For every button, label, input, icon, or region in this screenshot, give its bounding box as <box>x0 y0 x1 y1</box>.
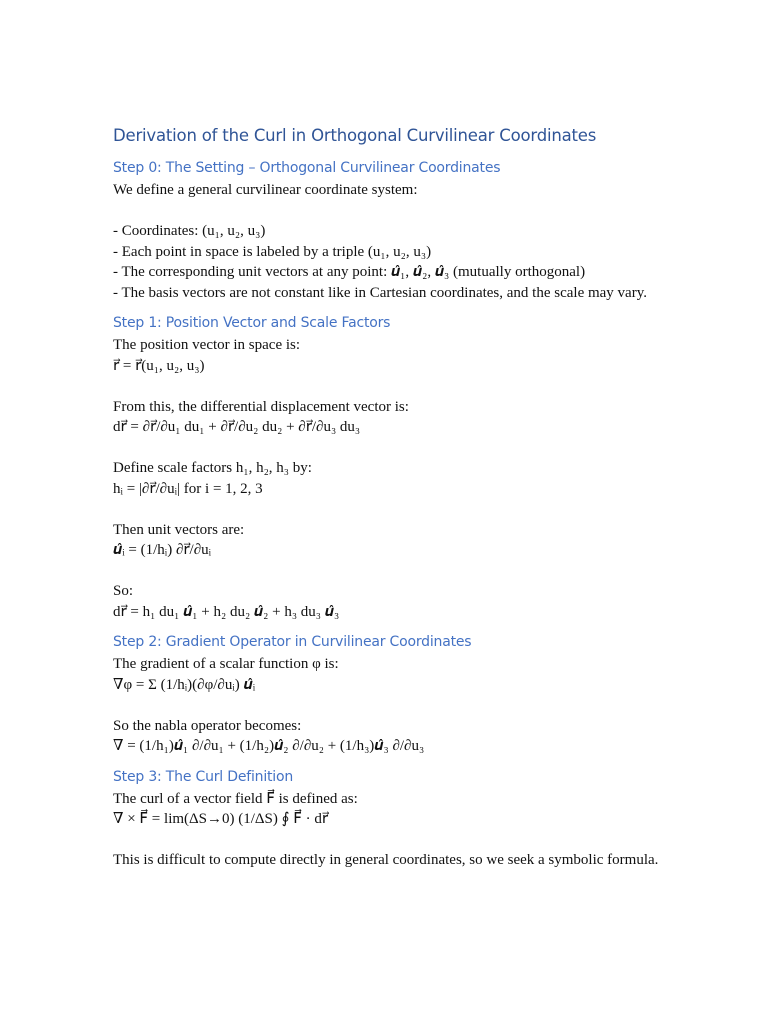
equation-line: r⃗ = r⃗(u₁, u₂, u₃) <box>113 357 205 374</box>
document-title: Derivation of the Curl in Orthogonal Curvilinear Coordinates <box>113 126 597 145</box>
section-heading: Step 3: The Curl Definition <box>113 768 294 785</box>
section-step-3 <box>113 767 673 871</box>
paragraph-line: So the nabla operator becomes: <box>113 717 302 734</box>
blank-line <box>113 695 673 716</box>
section-heading: Step 2: Gradient Operator in Curvilinear Coordinates <box>113 634 472 650</box>
section-step-0 <box>113 158 673 303</box>
equation-line: dr⃗ = ∂r⃗/∂u₁ du₁ + ∂r⃗/∂u₂ du₂ + ∂r⃗/∂u₃ du₃ <box>113 419 361 435</box>
equation-line: ∇φ = Σ (1/hᵢ)(∂φ/∂uᵢ) 𝒖̂ᵢ <box>113 676 256 693</box>
bullet-item: - The corresponding unit vectors at any point: 𝒖̂₁, 𝒖̂₂, 𝒖̂₃ (mutually orthogonal) <box>113 264 586 280</box>
section-heading: Step 0: The Setting – Orthogonal Curvilinear Coordinates <box>113 160 501 176</box>
paragraph-line: Then unit vectors are: <box>113 521 245 538</box>
paragraph-line: This is difficult to compute directly in general coordinates, so we seek a symbolic formula. <box>113 852 659 868</box>
section-step-2 <box>113 632 673 757</box>
paragraph-line: From this, the differential displacement vector is: <box>113 398 409 415</box>
equation-line: dr⃗ = h₁ du₁ 𝒖̂₁ + h₂ du₂ 𝒖̂₂ + h₃ du₃ 𝒖̂₃ <box>113 603 340 620</box>
equation-line: ∇ = (1/h₁)𝒖̂₁ ∂/∂u₁ + (1/h₂)𝒖̂₂ ∂/∂u₂ + (1/h₃)𝒖̂₃ ∂/∂u₃ <box>113 738 425 754</box>
blank-line <box>113 499 673 520</box>
section-step-1 <box>113 313 673 622</box>
paragraph-line: We define a general curvilinear coordinate system: <box>113 182 418 198</box>
bullet-item: - The basis vectors are not constant like in Cartesian coordinates, and the scale may vary. <box>113 284 647 301</box>
paragraph-line: Define scale factors h₁, h₂, h₃ by: <box>113 460 312 476</box>
blank-line <box>113 438 673 459</box>
paragraph-line: The gradient of a scalar function φ is: <box>113 656 339 672</box>
blank-line <box>113 376 673 397</box>
section-heading: Step 1: Position Vector and Scale Factors <box>113 315 391 331</box>
paragraph-line: The position vector in space is: <box>113 337 301 353</box>
bullet-item: - Each point in space is labeled by a triple (u₁, u₂, u₃) <box>113 243 432 260</box>
bullet-item: - Coordinates: (u₁, u₂, u₃) <box>113 223 266 239</box>
equation-line: 𝒖̂ᵢ = (1/hᵢ) ∂r⃗/∂uᵢ <box>113 542 212 558</box>
equation-line: hᵢ = |∂r⃗/∂uᵢ| for i = 1, 2, 3 <box>113 480 263 497</box>
paragraph-line: So: <box>113 583 134 599</box>
blank-line <box>113 830 673 851</box>
document-page <box>113 124 673 881</box>
paragraph-line: The curl of a vector field F⃗ is defined as: <box>113 790 358 807</box>
equation-line: ∇ × F⃗ = lim(ΔS→0) (1/ΔS) ∮ F⃗ · dr⃗ <box>113 811 329 827</box>
blank-line <box>113 201 673 222</box>
blank-line <box>113 561 673 582</box>
